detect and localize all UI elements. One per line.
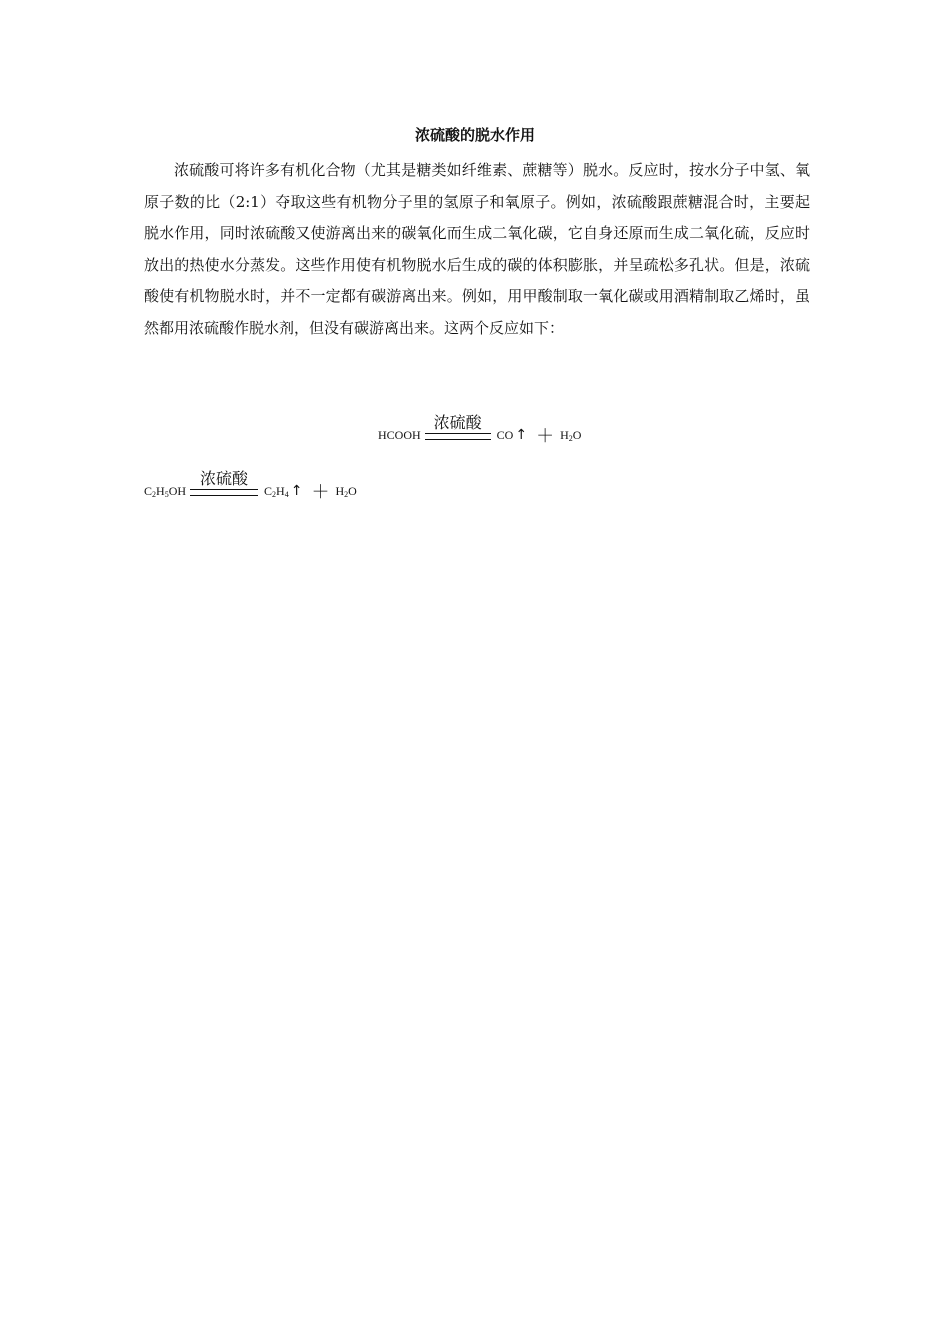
- product-ethylene: $C_2H_4$: [264, 483, 289, 499]
- reactant-ethanol: $C_2H_5OH$: [144, 483, 187, 499]
- condition-label: 浓硫酸: [200, 469, 249, 488]
- product-water: $H_2O$: [335, 483, 357, 499]
- reaction-condition: [425, 414, 491, 440]
- plus-sign: ＋: [311, 482, 330, 503]
- document-title: 浓硫酸的脱水作用: [414, 126, 535, 144]
- equals-sign: [425, 433, 491, 440]
- body-paragraph: 浓硫酸可将许多有机化合物（尤其是糖类如纤维素、蔗糖等）脱水。反应时，按水分子中氢、氧原子数的比（2:1）夺取这些有机物分子里的氢原子和氧原子。例如，浓硫酸跟蔗糖混合时，主要起脱水作用，同时浓硫酸又使游离出来的碳氧化而生成二氧化碳，它自身还原而生成二氧化硫，反应时放出的热使水分蒸发。这些作用使有机物脱水后生成的碳的体积膨胀，并呈疏松多孔状。但是，浓硫酸使有机物脱水时，并不一定都有碳游离出来。例如，用甲酸制取一氧化碳或用酒精制取乙烯时，虽然都用浓硫酸作脱水剂，但没有碳游离出来。这两个反应如下：: [144, 161, 810, 337]
- gas-arrow-icon: ↑: [290, 483, 303, 499]
- equation-ethanol: [144, 469, 357, 506]
- gas-arrow-icon: ↑: [515, 427, 528, 443]
- plus-sign: ＋: [536, 426, 555, 447]
- equation-formic-acid: [378, 413, 582, 450]
- equals-sign: [190, 489, 258, 496]
- product-co: CO: [496, 427, 514, 442]
- product-water: $H_2O$: [560, 427, 582, 443]
- condition-label: 浓硫酸: [433, 413, 482, 432]
- reaction-condition: [190, 470, 258, 496]
- reactant: HCOOH: [378, 427, 421, 442]
